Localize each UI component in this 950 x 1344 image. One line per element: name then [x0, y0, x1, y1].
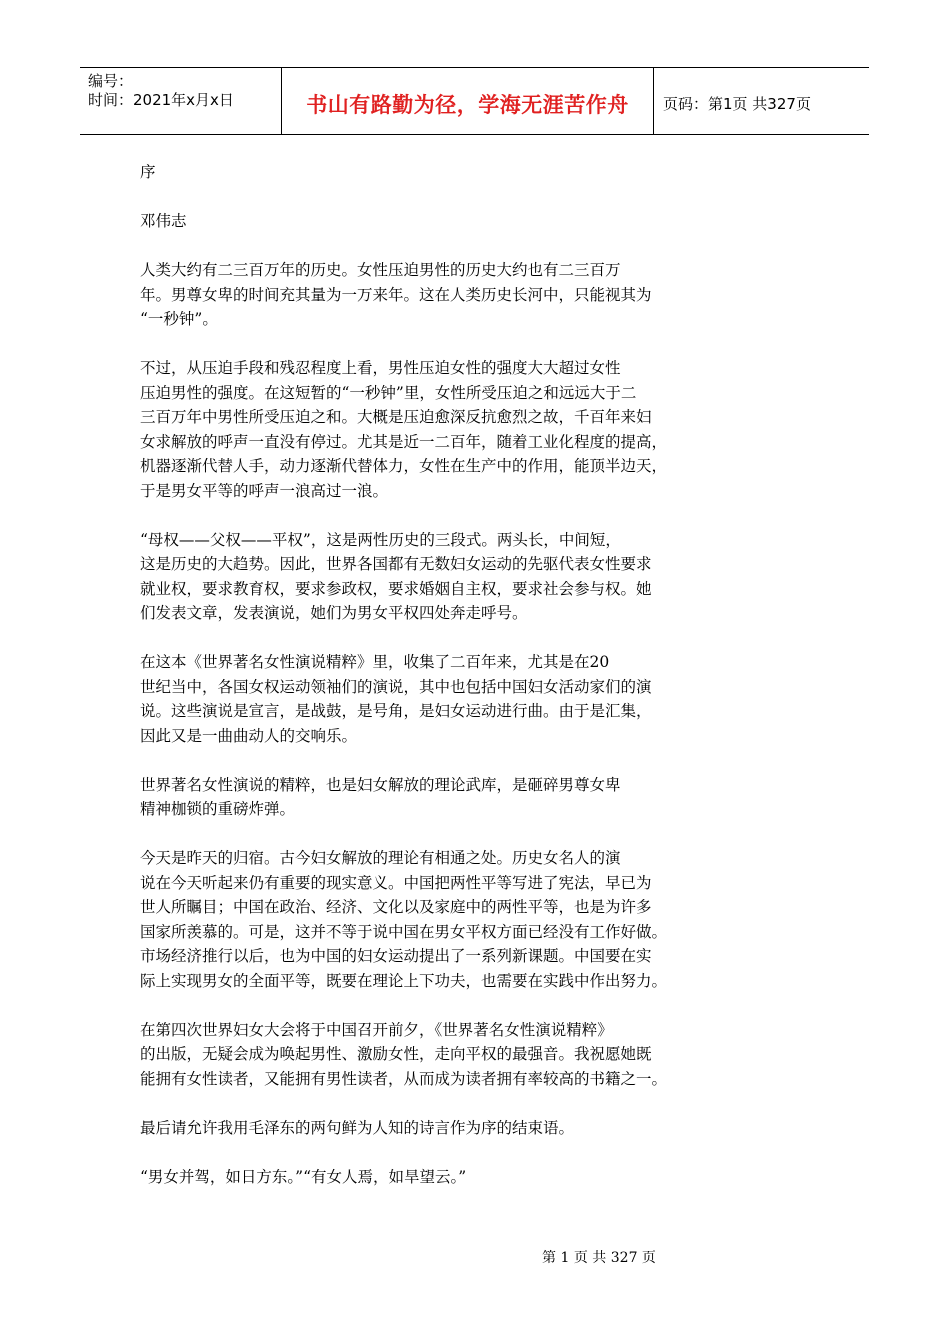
- page-footer: 第 1 页 共 327 页: [542, 1250, 656, 1266]
- paragraph: [140, 773, 710, 822]
- header-meta: [80, 68, 282, 134]
- paragraph-line: 市场经济推行以后，也为中国的妇女运动提出了一系列新课题。中国要在实: [140, 947, 652, 965]
- page-header: [80, 67, 869, 135]
- paragraph: [140, 1165, 710, 1190]
- paragraph-line: 这是历史的大趋势。因此，世界各国都有无数妇女运动的先驱代表女性要求: [140, 555, 652, 573]
- paragraph-line: 世界著名女性演说的精粹，也是妇女解放的理论武库，是砸碎男尊女卑: [140, 775, 621, 794]
- date-label: 时间：2021年x月x日: [88, 91, 234, 109]
- paragraph: [140, 356, 710, 503]
- paragraph-line: 三百万年中男性所受压迫之和。大概是压迫愈深反抗愈烈之故，千百年来妇: [140, 408, 652, 426]
- paragraph: [140, 528, 710, 626]
- paragraph-line: 年。男尊女卑的时间充其量为一万来年。这在人类历史长河中，只能视其为: [140, 285, 652, 304]
- paragraph-line: “男女并驾，如日方东。”“有女人焉，如旱望云。”: [140, 1167, 467, 1186]
- paragraph-line: 今天是昨天的归宿。古今妇女解放的理论有相通之处。历史女名人的演: [140, 849, 621, 867]
- paragraph-line: 女求解放的呼声一直没有停过。尤其是近一二百年，随着工业化程度的提高，: [140, 432, 668, 451]
- paragraph-line: 就业权，要求教育权，要求参政权，要求婚姻自主权，要求社会参与权。她: [140, 579, 652, 598]
- header-motto: 书山有路勤为径，学海无涯苦作舟: [282, 68, 654, 134]
- paragraph-line: “母权——父权——平权”，这是两性历史的三段式。两头长，中间短，: [140, 530, 621, 549]
- paragraph-line: 在第四次世界妇女大会将于中国召开前夕，《世界著名女性演说精粹》: [140, 1020, 613, 1039]
- paragraph-line: 压迫男性的强度。在这短暂的“一秒钟”里，女性所受压迫之和远远大于二: [140, 383, 637, 402]
- paragraph-line: “一秒钟”。: [140, 310, 218, 328]
- paragraph: [140, 1018, 710, 1092]
- paragraph: [140, 1116, 710, 1141]
- paragraph-list: [140, 258, 710, 1189]
- paragraph-line: 能拥有女性读者，又能拥有男性读者，从而成为读者拥有率较高的书籍之一。: [140, 1069, 668, 1088]
- number-label: 编号：: [88, 72, 134, 90]
- paragraph-line: 最后请允许我用毛泽东的两句鲜为人知的诗言作为序的结束语。: [140, 1118, 575, 1137]
- paragraph-line: 因此又是一曲曲动人的交响乐。: [140, 726, 358, 745]
- paragraph-line: 际上实现男女的全面平等，既要在理论上下功夫，也需要在实践中作出努力。: [140, 971, 668, 990]
- document-body: [140, 160, 710, 1214]
- paragraph-line: 机器逐渐代替人手，动力逐渐代替体力，女性在生产中的作用，能顶半边天，: [140, 457, 668, 475]
- paragraph-line: 在这本《世界著名女性演说精粹》里，收集了二百年来，尤其是在20: [140, 653, 610, 671]
- paragraph-line: 人类大约有二三百万年的历史。女性压迫男性的历史大约也有二三百万: [140, 261, 621, 279]
- paragraph-line: 国家所羡慕的。可是，这并不等于说中国在男女平权方面已经没有工作好做。: [140, 922, 668, 941]
- paragraph: [140, 846, 710, 993]
- paragraph-line: 于是男女平等的呼声一浪高过一浪。: [140, 481, 389, 500]
- paragraph-line: 们发表文章，发表演说，她们为男女平权四处奔走呼号。: [140, 604, 528, 622]
- paragraph-line: 世纪当中，各国女权运动领袖们的演说，其中也包括中国妇女活动家们的演: [140, 677, 652, 696]
- paragraph-line: 不过，从压迫手段和残忍程度上看，男性压迫女性的强度大大超过女性: [140, 359, 621, 377]
- section-title: 序: [140, 163, 156, 181]
- paragraph-line: 说。这些演说是宣言，是战鼓，是号角，是妇女运动进行曲。由于是汇集，: [140, 702, 652, 720]
- paragraph-line: 的出版，无疑会成为唤起男性、激励女性，走向平权的最强音。我祝愿她既: [140, 1045, 652, 1063]
- paragraph-line: 世人所瞩目；中国在政治、经济、文化以及家庭中的两性平等，也是为许多: [140, 898, 652, 916]
- paragraph-line: 精神枷锁的重磅炸弹。: [140, 800, 296, 818]
- header-page-info: 页码：第1页 共327页: [663, 94, 811, 113]
- paragraph-line: 说在今天听起来仍有重要的现实意义。中国把两性平等写进了宪法，早已为: [140, 873, 652, 892]
- author-name: 邓伟志: [140, 212, 187, 230]
- paragraph: [140, 258, 710, 332]
- paragraph: [140, 650, 710, 748]
